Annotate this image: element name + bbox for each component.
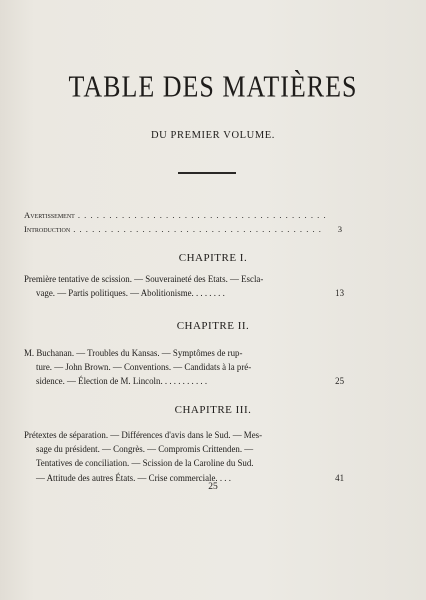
chapter-page: 25 (335, 376, 344, 387)
chapter-summary-3 (24, 428, 344, 485)
summary-line: sidence. — Élection de M. Lincoln. . . . . . . . . . . (36, 376, 208, 387)
summary-line: Première tentative de scission. — Souveraineté des Etats. — Escla- (24, 274, 264, 284)
chapter-summary-2 (24, 346, 344, 389)
toc-entry-avertissement (24, 208, 342, 222)
summary-line: Prétextes de séparation. — Différences d'avis dans le Sud. — Mes- (24, 430, 263, 440)
summary-line: sage du président. — Congrès. — Compromis Crittenden. — (36, 444, 254, 455)
page-subtitle: DU PREMIER VOLUME. (150, 130, 276, 141)
chapter-summary-1 (24, 272, 344, 300)
chapter-page: 41 (335, 472, 344, 483)
toc-entry-introduction (24, 222, 342, 236)
chapter-heading-3: CHAPITRE III. (174, 404, 252, 416)
chapter-heading-2: CHAPITRE II. (176, 320, 250, 332)
toc-entry-label: Avertissement (24, 210, 75, 220)
summary-line-last (24, 374, 344, 388)
toc-entry-page: 3 (337, 224, 342, 234)
signature-mark: 25 (208, 482, 218, 492)
summary-line: — Attitude des autres États. — Crise commerciale. . . . (36, 472, 231, 483)
summary-line: ture. — John Brown. — Conventions. — Candidats à la pré- (36, 362, 252, 373)
chapter-page: 13 (335, 288, 344, 299)
chapter-heading-1: CHAPITRE I. (178, 252, 248, 264)
title-rule (178, 172, 236, 174)
summary-line: M. Buchanan. — Troubles du Kansas. — Symptômes de rup- (24, 348, 243, 358)
summary-line-last (24, 286, 344, 300)
summary-line: vage. — Partis politiques. — Abolitionisme. . . . . . . . (36, 288, 225, 299)
leader-dots: . . . . . . . . . . . . . . . . . . . . . . . . . . . . . . . . . . . . . . . . (73, 224, 322, 234)
leader-dots: . . . . . . . . . . . . . . . . . . . . . . . . . . . . . . . . . . . . . . . . (77, 210, 327, 220)
summary-line: Tentatives de conciliation. — Scission de la Caroline du Sud. (36, 458, 254, 469)
page-title: TABLE DES MATIÈRES (68, 69, 358, 104)
toc-entry-label: Introduction (24, 224, 71, 234)
